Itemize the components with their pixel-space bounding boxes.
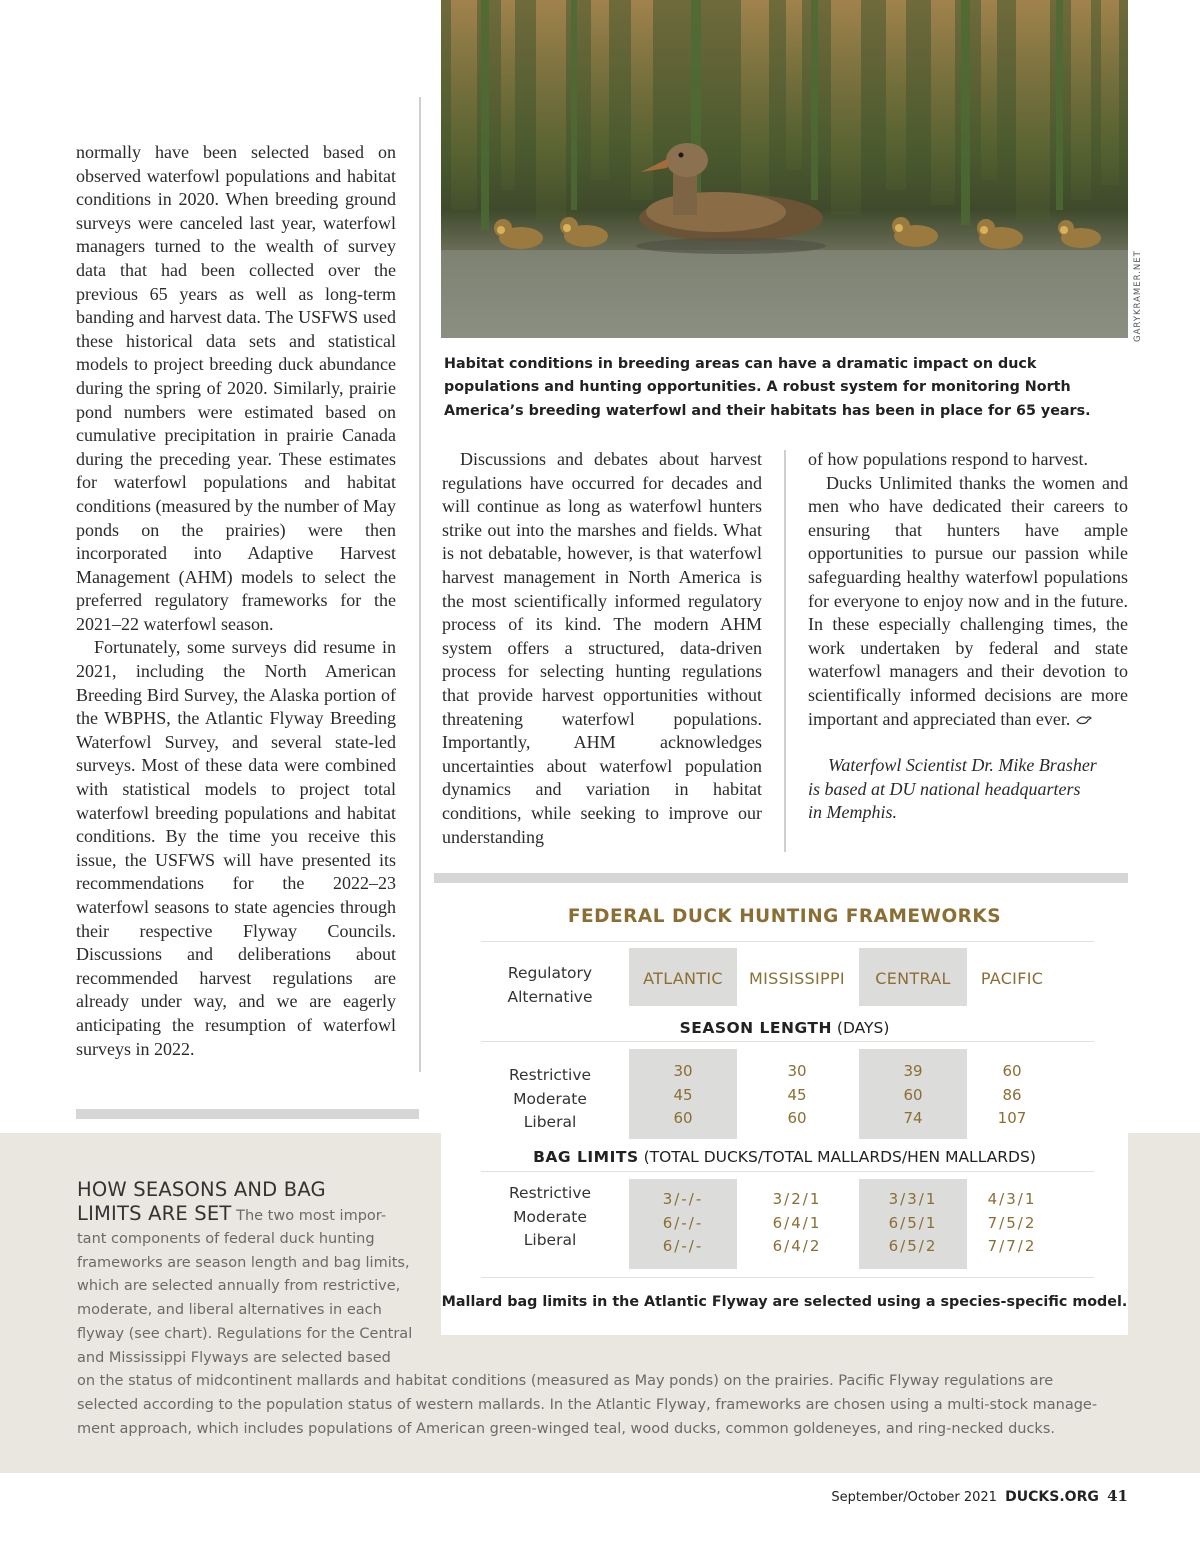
sidebar-line: tant components of federal duck hunting: [77, 1231, 375, 1247]
season-length-title: SEASON LENGTH: [679, 1019, 832, 1037]
duck-end-mark-icon: [1075, 714, 1093, 726]
row-label-restrictive: Restrictive: [508, 1066, 592, 1084]
row-label-moderate: Moderate: [513, 1207, 587, 1226]
page-number: 41: [1107, 1487, 1128, 1505]
season-value: 30: [673, 1062, 693, 1080]
author-bio: [808, 754, 1128, 825]
sidebar-line: selected according to the population status of western mallards. In the Atlantic Flyway, frameworks are chosen using a multi-stock manage-: [77, 1396, 1098, 1413]
season-value: 60: [787, 1109, 807, 1127]
bag-rule: [481, 1171, 1094, 1172]
photo-caption: Habitat conditions in breeding areas can have a dramatic impact on duck populations and hunting opportunities. A robust system for monitoring North America’s breeding waterfowl and their habitats has been in place for 65 years.: [444, 356, 1091, 419]
season-rule: [481, 1041, 1094, 1042]
middle-paragraph: Discussions and debates about harvest regulations have occurred for decades and will continue as long as waterfowl hunters strike out into the marshes and fields. What is not debatable, however, is that waterfowl harvest management in North America is the most scientifically informed regulatory process of its kind. The modern AHM system offers a structured, data-driven process for selecting hunting regulations that provide harvest opportunities without threatening waterfowl populations. Importantly, AHM acknowledges uncertainties about waterfowl population dynamics and variation in habitat conditions, while seeking to improve our understanding: [442, 449, 762, 847]
row-label-liberal: Liberal: [523, 1231, 577, 1249]
season-length-heading: [441, 1019, 1128, 1037]
bag-value: 6/4/2: [772, 1237, 822, 1255]
sidebar-line: on the status of midcontinent mallards and habitat conditions (measured as May ponds) on the prairies. Pacific Flyway regulations are: [77, 1373, 1054, 1390]
row-label-moderate: Moderate: [513, 1089, 587, 1108]
duck-photo: [441, 0, 1128, 338]
bag-limits-title: BAG LIMITS: [533, 1148, 639, 1166]
sidebar-line: The two most impor-: [236, 1208, 387, 1224]
column-rule-middle: [784, 450, 786, 852]
row-label-liberal: Liberal: [523, 1113, 577, 1131]
flyway-central: CENTRAL: [875, 969, 951, 988]
sidebar-title-line-1: HOW SEASONS AND BAG: [77, 1178, 326, 1201]
bag-limits-unit: (TOTAL DUCKS/TOTAL MALLARDS/HEN MALLARDS): [643, 1148, 1036, 1166]
bag-value: 7/5/2: [987, 1213, 1037, 1232]
footer-issue: September/October 2021: [831, 1490, 997, 1505]
regulatory-alternative-label: [481, 962, 619, 1009]
season-value: 86: [1002, 1085, 1022, 1104]
season-pacific: [961, 1060, 1063, 1131]
flyway-mississippi: MISSISSIPPI: [749, 969, 845, 988]
sidebar-line: and Mississippi Flyways are selected based: [77, 1349, 391, 1366]
season-mississippi: [741, 1060, 853, 1131]
sidebar-line: flyway (see chart). Regulations for the Central: [77, 1325, 413, 1342]
season-value: 45: [787, 1085, 807, 1104]
right-paragraph: [808, 472, 1128, 732]
season-value: 60: [903, 1085, 923, 1104]
flyway-pacific: PACIFIC: [980, 969, 1044, 988]
season-value: 30: [787, 1062, 807, 1080]
bag-value: 6/5/1: [888, 1213, 938, 1232]
flyway-atlantic: ATLANTIC: [643, 969, 723, 988]
bag-value: 6/5/2: [888, 1237, 938, 1255]
sidebar-line: moderate, and liberal alternatives in each: [77, 1302, 382, 1319]
season-length-unit: (DAYS): [836, 1019, 890, 1037]
right-paragraph-text: Ducks Unlimited thanks the women and men who have dedicated their careers to ensuring that hunters have ample opportunities to pursue our passion while safeguarding healthy waterfowl populations for everyone to enjoy now and in the future. In these especially challenging times, the work undertaken by federal and state waterfowl managers and their devotion to scientifically informed decisions are more important and appreciated than ever.: [808, 472, 1128, 729]
season-row-labels: [481, 1064, 619, 1135]
regulatory-label-line-2: Alternative: [507, 987, 593, 1006]
author-bio-line-3: in Memphis.: [808, 802, 897, 823]
column-rule-left: [419, 97, 421, 1072]
author-bio-line-2: is based at DU national headquarters: [808, 778, 1081, 799]
right-continuation: of how populations respond to harvest.: [808, 449, 1088, 469]
bag-value: 7/7/2: [987, 1237, 1037, 1255]
sidebar-text: [77, 1178, 1127, 1441]
bag-value: 6/-/-: [662, 1213, 704, 1232]
table-top-bar: [434, 873, 1128, 883]
bag-limits-heading: [441, 1148, 1128, 1166]
author-bio-line-1: Waterfowl Scientist Dr. Mike Brasher: [828, 755, 1097, 776]
bag-value: 3/3/1: [888, 1190, 938, 1208]
table-title: FEDERAL DUCK HUNTING FRAMEWORKS: [567, 906, 1002, 927]
hen-with-ducklings-illustration: [441, 0, 1128, 338]
table-footnote: Mallard bag limits in the Atlantic Flyway are selected using a species-specific model.: [441, 1294, 1128, 1310]
left-article-column: [76, 141, 396, 1061]
sidebar-first-line: [77, 1202, 397, 1228]
left-column-bottom-bar: [76, 1109, 419, 1119]
sidebar-line: ment approach, which includes populations of American green-winged teal, wood ducks, common goldeneyes, and ring-necked ducks.: [77, 1420, 1055, 1437]
left-paragraph-2: Fortunately, some surveys did resume in 2021, including the North American Breeding Bird Survey, the Alaska portion of the WBPHS, the Atlantic Flyway Breeding Waterfowl Survey, and several state-led surveys. Most of these data were combined with statistical models to project total waterfowl breeding populations and habitat conditions. By the time you receive this issue, the USFWS will have presented its recommendations for the 2022–23 waterfowl seasons to state agencies through their respective Flyway Councils. Discussions and deliberations about recommended harvest regulations are already under way, and we are eagerly anticipating the resumption of waterfowl surveys in 2022.: [76, 637, 396, 1059]
season-value: 39: [903, 1062, 923, 1080]
season-value: 60: [673, 1109, 693, 1127]
footer-site: DUCKS.ORG: [1005, 1489, 1099, 1505]
sidebar-line: which are selected annually from restrictive,: [77, 1278, 401, 1295]
left-paragraph-1: normally have been selected based on observed waterfowl populations and habitat conditions in 2020. When breeding ground surveys were canceled last year, waterfowl managers turned to the wealth of survey data that had been collected over the previous 65 years as well as long-term banding and harvest data. The USFWS used these historical data sets and statistical models to project breeding duck abundance during the spring of 2020. Similarly, prairie pond numbers were estimated based on cumulative precipitation in prairie Canada during the preceding year. These estimates for waterfowl populations and habitat conditions (measured by the number of May ponds on the prairies) were then incorporated into Adaptive Harvest Management (AHM) models to select the preferred regulatory frameworks for the 2021–22 waterfowl season.: [76, 142, 396, 634]
middle-article-column: [442, 448, 762, 849]
season-value: 60: [1002, 1062, 1022, 1080]
bag-value: 3/2/1: [772, 1190, 822, 1208]
bag-value: 4/3/1: [987, 1190, 1037, 1208]
table-rule: [481, 941, 1094, 942]
right-article-column: [808, 448, 1128, 825]
sidebar-title-line-2: LIMITS ARE SET: [77, 1202, 232, 1225]
photo-credit: GARYKRAMER.NET: [1133, 250, 1143, 342]
bag-value: 3/-/-: [662, 1190, 704, 1208]
season-value: 45: [673, 1085, 693, 1104]
season-atlantic: [629, 1060, 737, 1131]
sidebar-line: frameworks are season length and bag limits,: [77, 1254, 410, 1271]
bag-value: 6/-/-: [662, 1237, 704, 1255]
season-value: 74: [903, 1109, 923, 1127]
page-footer: [831, 1487, 1128, 1505]
regulatory-label-line-1: Regulatory: [507, 964, 593, 982]
season-value: 107: [997, 1109, 1027, 1127]
row-label-restrictive: Restrictive: [508, 1184, 592, 1202]
bag-value: 6/4/1: [772, 1213, 822, 1232]
season-central: [859, 1060, 967, 1131]
